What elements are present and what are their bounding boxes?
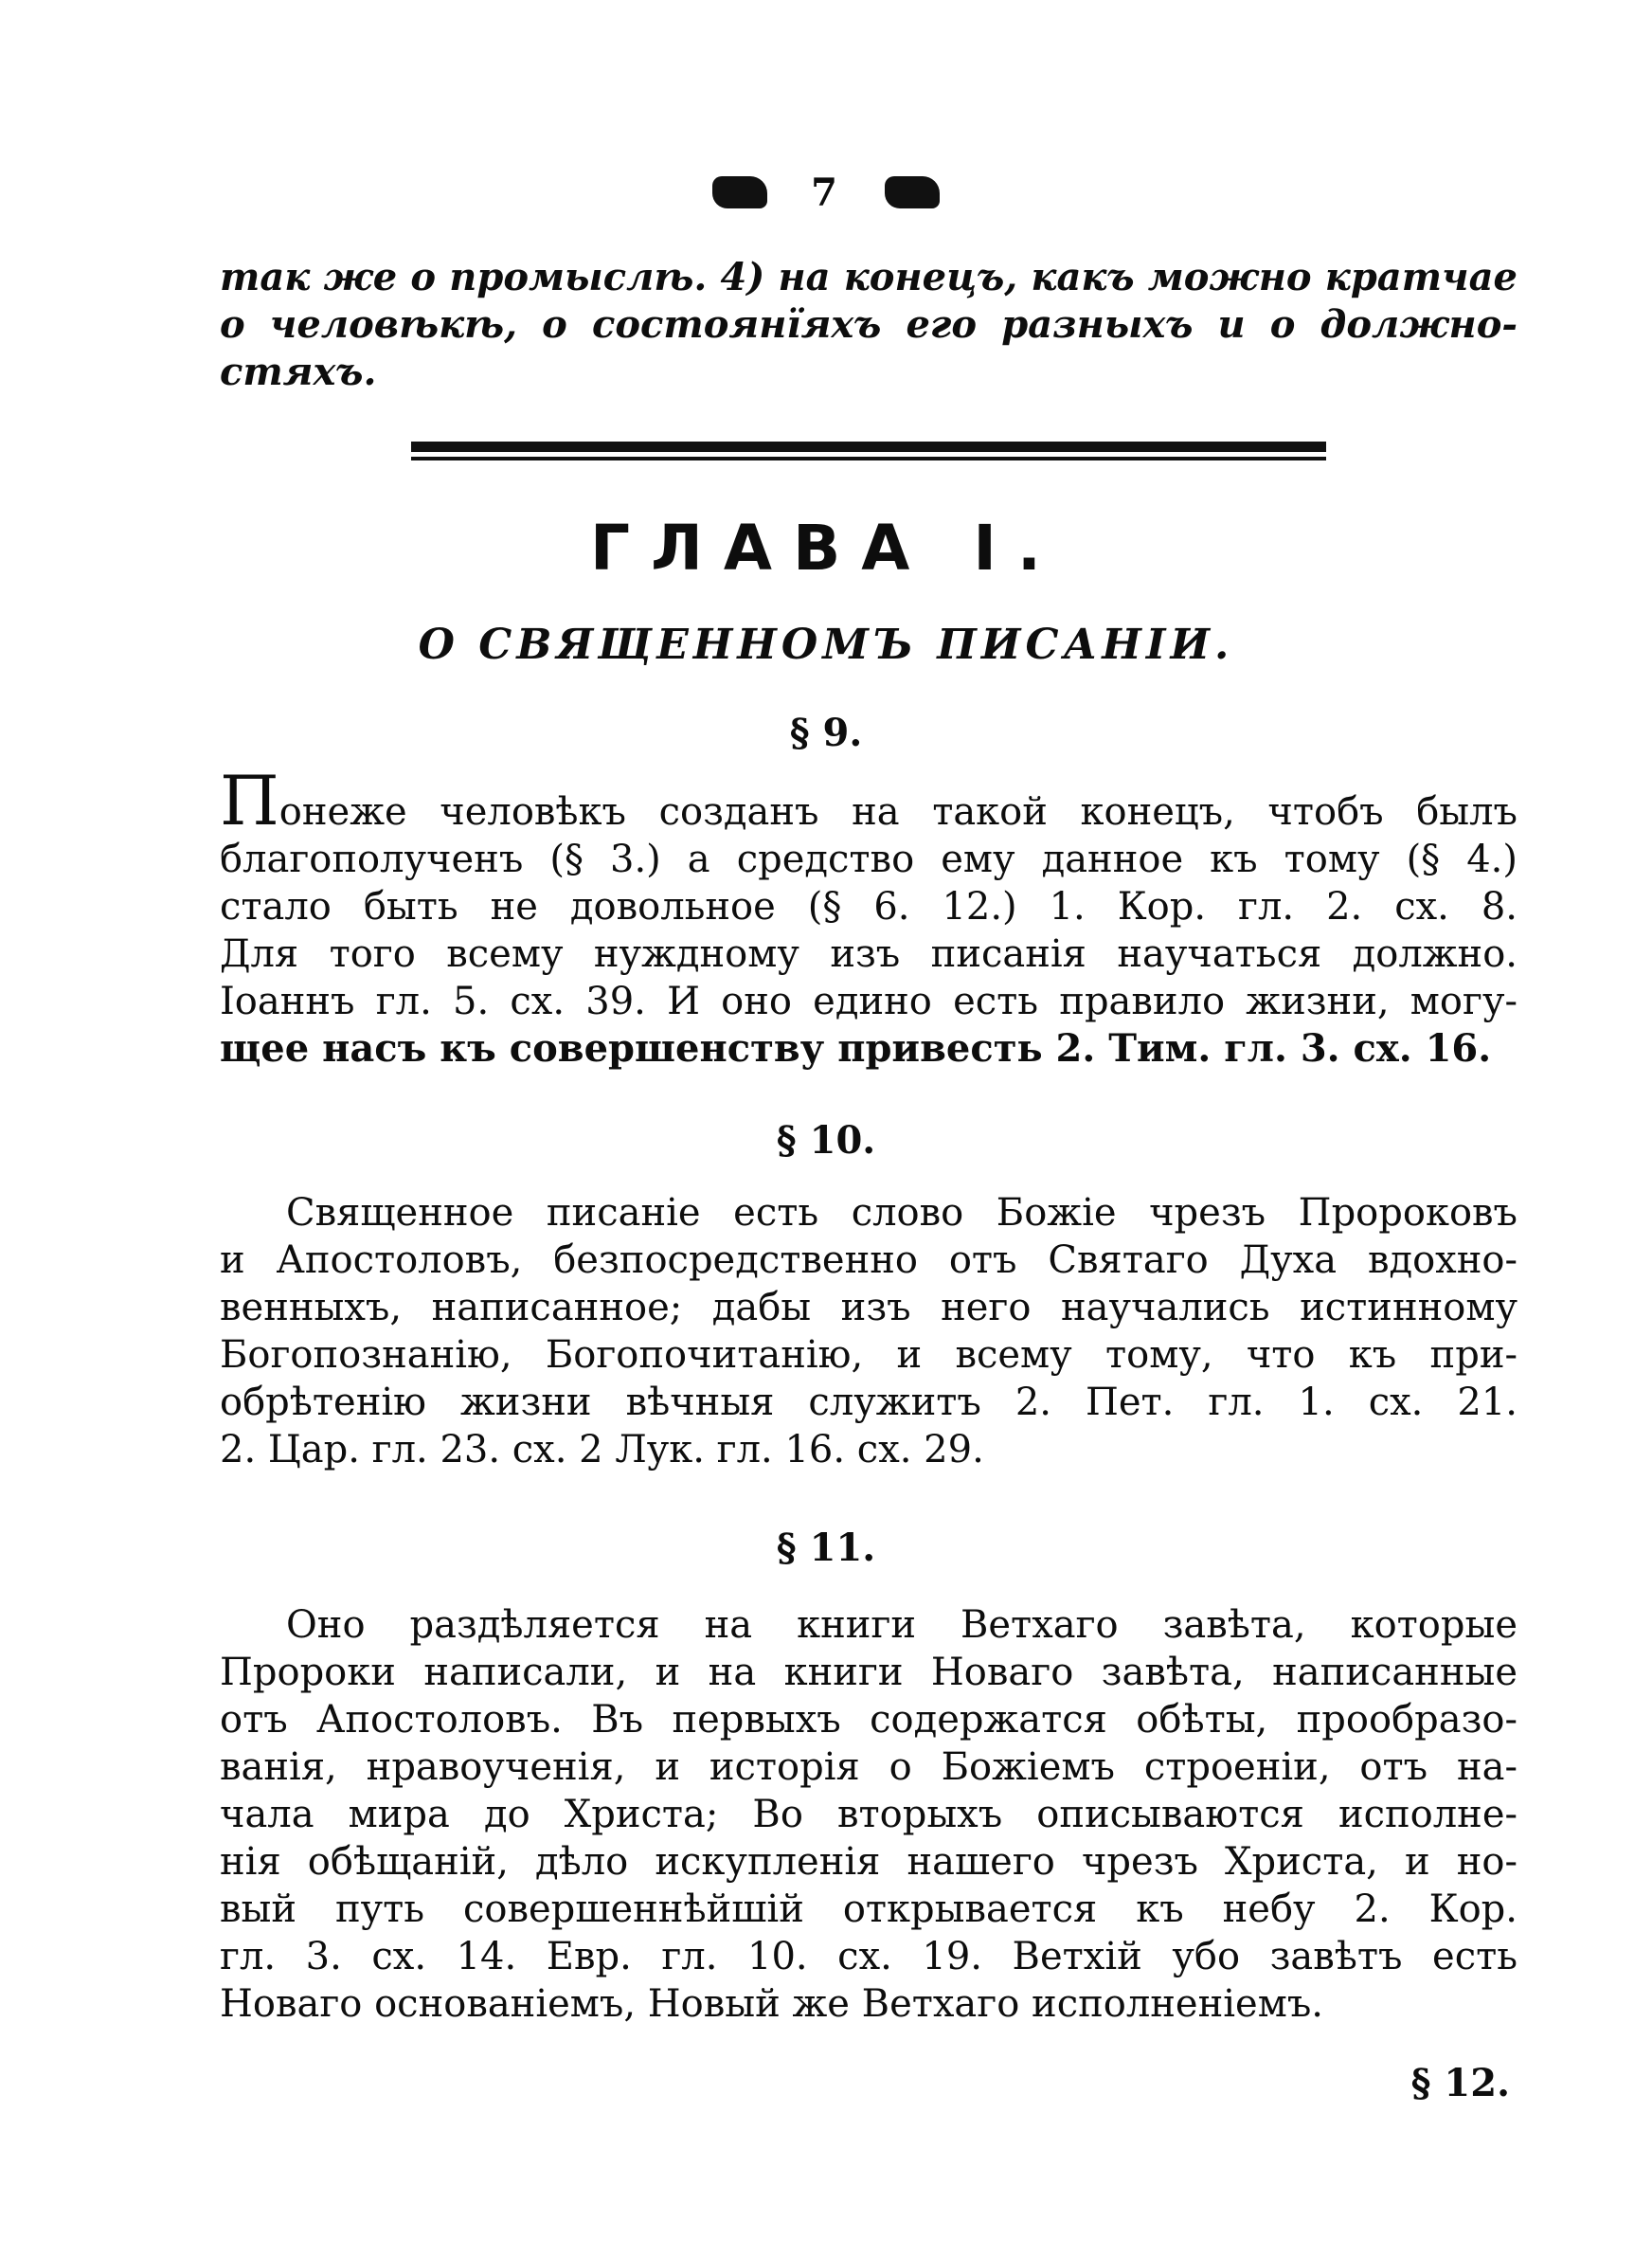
paragraph-line-text: онеже человѣкъ созданъ на такой конецъ, чтобъ былъ <box>278 790 1517 834</box>
paragraph-line: отъ Апостоловъ. Въ первыхъ содержатся обѣты, прообразо- <box>220 1698 1517 1742</box>
paragraph-line: Священное писанiе есть слово Божiе чрезъ Пророковъ <box>286 1191 1517 1235</box>
divider-rule-thick <box>411 442 1326 452</box>
paragraph-line: Богопознанiю, Богопочитанiю, и всему тому, что къ при- <box>220 1333 1517 1377</box>
paragraph-line: стало быть не довольное (§ 6. 12.) 1. Кор. гл. 2. сх. 8. <box>220 885 1517 929</box>
paragraph-line: Новаго основанiемъ, Новый же Ветхаго исполненiемъ. <box>220 1982 1323 2026</box>
left-ornament-icon <box>712 176 767 208</box>
paragraph-line: ванiя, нравоученiя, и исторiя о Божiемъ строенiи, отъ на- <box>220 1745 1517 1789</box>
paragraph-line: вый путь совершеннѣйшiй открывается къ небу 2. Кор. <box>220 1887 1517 1931</box>
intro-line: о человѣкѣ, о состоянїяхъ его разныхъ и о должно- <box>220 302 1517 347</box>
intro-line: стяхъ. <box>220 350 377 394</box>
chapter-subtitle: О СВЯЩЕННОМЪ ПИСАНIИ. <box>418 621 1234 669</box>
paragraph-line: обрѣтенiю жизни вѣчныя служитъ 2. Пет. гл. 1. сх. 21. <box>220 1381 1517 1424</box>
paragraph-line: 2. Цар. гл. 23. сх. 2 Лук. гл. 16. сх. 29. <box>220 1428 984 1472</box>
chapter-title: ГЛАВА I. <box>590 512 1062 585</box>
paragraph-line: Iоаннъ гл. 5. сх. 39. И оно едино есть правило жизни, могу- <box>220 980 1517 1023</box>
paragraph-line: Для того всему нуждному изъ писанiя научаться должно. <box>220 932 1517 976</box>
paragraph-line: и Апостоловъ, безпосредственно отъ Святаго Духа вдохно- <box>220 1238 1517 1282</box>
section-mark: § 10. <box>776 1118 876 1163</box>
divider-rule-thin <box>411 457 1326 460</box>
catchword: § 12. <box>1410 2061 1510 2105</box>
paragraph-line <box>220 761 1517 840</box>
intro-line: так же о промыслѣ. 4) на конецъ, какъ можно кратчае <box>220 255 1517 299</box>
page-number: 7 <box>811 170 841 215</box>
paragraph-line: благополученъ (§ 3.) а средство ему данное къ тому (§ 4.) <box>220 838 1517 881</box>
section-paragraph <box>220 1601 1517 2028</box>
page-header <box>0 163 1652 215</box>
right-ornament-icon <box>885 176 940 208</box>
paragraph-line: гл. 3. сх. 14. Евр. гл. 10. сх. 19. Ветхiй убо завѣтъ есть <box>220 1935 1517 1978</box>
paragraph-line: нiя обѣщанiй, дѣло искупленiя нашего чрезъ Христа, и но- <box>220 1840 1517 1884</box>
paragraph-line: венныхъ, написанное; дабы изъ него научались истинному <box>220 1286 1517 1329</box>
paragraph-line: Оно раздѣляется на книги Ветхаго завѣта, которые <box>286 1603 1517 1647</box>
section-paragraph <box>220 1189 1517 1473</box>
paragraph-line: Пророки написали, и на книги Новаго завѣта, написанные <box>220 1651 1517 1694</box>
intro-paragraph <box>220 254 1517 396</box>
section-mark: § 9. <box>789 711 863 755</box>
drop-cap: П <box>220 761 279 840</box>
paragraph-line: щее насъ къ совершенству привесть 2. Тим. гл. 3. сх. 16. <box>220 1026 1492 1071</box>
section-paragraph <box>220 761 1517 1073</box>
section-mark: § 11. <box>776 1526 876 1570</box>
paragraph-line: чала мира до Христа; Во вторыхъ описываются исполне- <box>220 1793 1517 1836</box>
